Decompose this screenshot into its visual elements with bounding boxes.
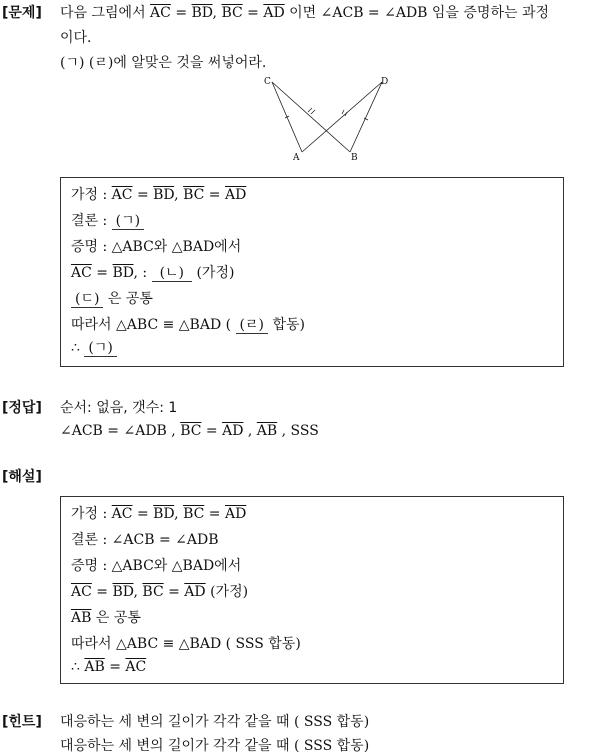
answer-tag: [정답] bbox=[2, 400, 42, 416]
problem-tag: [문제] bbox=[2, 5, 42, 21]
blank-rieul[interactable]: (ㄹ) bbox=[236, 317, 268, 334]
seg-bc: $\overline{BC}$ bbox=[183, 187, 205, 203]
problem-line-1 bbox=[60, 2, 549, 22]
answer-meta: 순서: 없음, 갯수: 1 bbox=[60, 400, 178, 416]
problem-step-2: (ㄷ) 은 공통 bbox=[71, 288, 153, 308]
label-d: D bbox=[381, 77, 389, 87]
geometry-figure bbox=[258, 72, 394, 164]
explanation-tag: [해설] bbox=[2, 469, 42, 485]
label-a: A bbox=[293, 153, 300, 163]
tick-cb-1 bbox=[308, 108, 312, 112]
explanation-conclusion: 결론 : ∠ACB = ∠ADB bbox=[71, 532, 219, 548]
segment-db bbox=[350, 82, 382, 152]
problem-therefore: ∴ (ㄱ) bbox=[71, 340, 117, 357]
problem-line-3: (ㄱ) (ㄹ)에 알맞은 것을 써넣어라. bbox=[60, 55, 267, 71]
seg-bd: $\overline{BD}$ bbox=[153, 187, 175, 203]
blank-giyeok-2[interactable]: (ㄱ) bbox=[84, 340, 116, 357]
problem-proof-heading: 증명 : △ABC와 △BAD에서 bbox=[71, 239, 242, 255]
explanation-step-2: $\overline{AB}$ 은 공통 bbox=[71, 610, 141, 626]
blank-digeut[interactable]: (ㄷ) bbox=[71, 291, 103, 308]
problem-proof-box bbox=[60, 177, 564, 367]
hint-line-1: 대응하는 세 변의 길이가 각각 같을 때 ( SSS 합동) bbox=[60, 714, 370, 730]
answer-line: ∠ACB = ∠ADB , $\overline{BC} = \overline{AD}$ , $\overline{AB}$ , SSS bbox=[60, 423, 319, 439]
tick-da-1 bbox=[342, 110, 344, 114]
explanation-step-1: $\overline{AC} = \overline{BD}$, $\overline{BC} = \overline{AD}$ (가정) bbox=[71, 584, 249, 600]
explanation-given: 가정 : $\overline{AC} = \overline{BD}$, $\overline{BC} = \overline{AD}$ bbox=[71, 506, 247, 522]
label-b: B bbox=[351, 153, 358, 163]
hint-line-2: 대응하는 세 변의 길이가 각각 같을 때 ( SSS 합동) bbox=[60, 738, 370, 754]
explanation-proof-box bbox=[60, 496, 564, 684]
seg-ac: $\overline{AC}$ bbox=[111, 187, 133, 203]
problem-line-1-visual: 다음 그림에서 $\overline{AC} = \overline{BD}$, $\overline{BC} = \overline{AD}$ 이면 ∠ACB = ∠ADB 임을 증명하는 과정 bbox=[60, 5, 550, 21]
label-c: C bbox=[264, 77, 271, 87]
segment-cb bbox=[272, 82, 350, 152]
explanation-proof-heading: 증명 : △ABC와 △BAD에서 bbox=[71, 558, 242, 574]
seg-ad: $\overline{AD}$ bbox=[224, 187, 247, 203]
problem-line-2: 이다. bbox=[60, 30, 92, 46]
blank-giyeok[interactable]: (ㄱ) bbox=[112, 213, 144, 230]
explanation-step-3: 따라서 △ABC ≡ △BAD ( SSS 합동) bbox=[71, 636, 301, 652]
hint-tag: [힌트] bbox=[2, 714, 42, 730]
tick-cb-2 bbox=[311, 110, 315, 114]
problem-step-3: 따라서 △ABC ≡ △BAD ( (ㄹ) 합동) bbox=[71, 317, 305, 333]
segment-da bbox=[302, 82, 382, 152]
explanation-therefore: ∴ $\overline{AB} = \overline{AC}$ bbox=[71, 659, 147, 675]
problem-step-1: $\overline{AC} = \overline{BD}$, : (ㄴ) (가정) bbox=[71, 265, 235, 281]
problem-conclusion: 결론 : (ㄱ) bbox=[71, 210, 144, 230]
problem-given: 가정 : $\overline{AC} = \overline{BD}$, $\overline{BC} = \overline{AD}$ bbox=[71, 187, 247, 203]
blank-nieun[interactable]: (ㄴ) bbox=[152, 265, 192, 282]
